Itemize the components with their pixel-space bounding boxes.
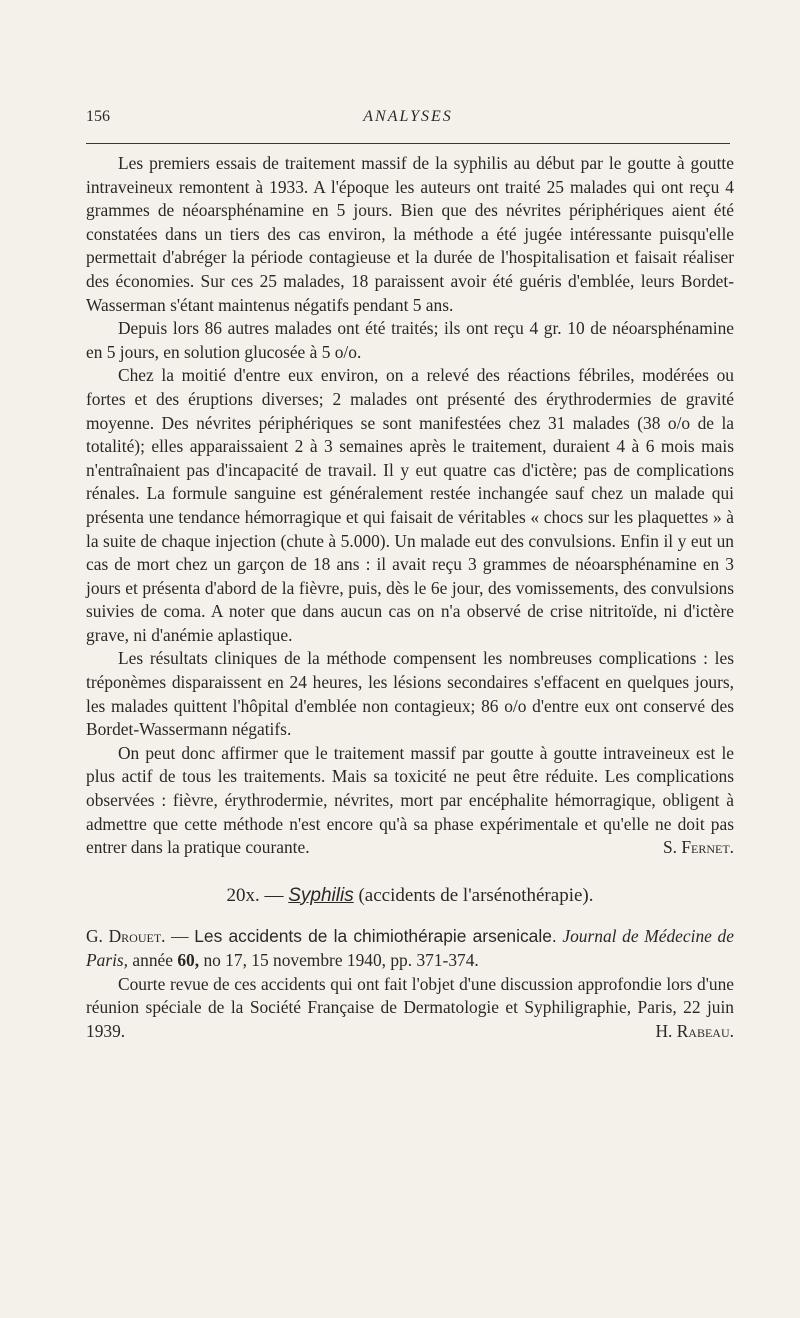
reference-volume: 60, (177, 950, 200, 970)
paragraph: Les premiers essais de traitement massif de la syphilis au début par le goutte à goutte intraveineux remontent à 1933. A l'époque les auteurs ont traité 25 malades qui ont reçu 4 grammes de néoarsphénamine en 5 jours. Bien que des névrites périphériques aient été constatées dans un tiers des cas environ, la méthode a été jugée intéressante puisqu'elle permettait d'abréger la période contagieuse et la durée de l'hospitalisation et faisait réaliser des économies. Sur ces 25 malades, 18 paraissent avoir été guéris d'emblée, leurs Bordet-Wasserman s'étant maintenus négatifs pendant 5 ans. (86, 153, 734, 315)
reference (86, 925, 734, 972)
reference-title: Les accidents de la chimiothérapie arsenicale. (194, 926, 557, 947)
running-title: ANALYSES (363, 108, 453, 125)
summary: Courte revue de ces accidents qui ont fait l'objet d'une discussion approfondie lors d'une réunion spéciale de la Société Française de Dermatologie et Syphiligraphie, Paris, 22 juin 1939. (86, 973, 734, 1041)
section-name: Syphilis (288, 884, 354, 906)
reference-details: no 17, 15 novembre 1940, pp. 371-374. (203, 950, 479, 970)
section-number: 20x. — (226, 884, 284, 906)
paragraph-with-signature (86, 742, 734, 860)
paragraph: Les résultats cliniques de la méthode compensent les nombreuses complications : les tréponèmes disparaissent en 24 heures, les lésions secondaires s'effacent en quelques jours, les malades quittent l'hôpital d'emblée non contagieux; 86 o/o d'entre eux ont conservé des Bordet-Wassermann négatifs. (86, 648, 734, 740)
section-title (86, 884, 734, 908)
article-body (86, 152, 734, 1043)
reference-year-label: année (132, 950, 173, 970)
signature: S. Fernet. (662, 837, 734, 858)
signature: H. Rabeau. (655, 1020, 734, 1041)
paragraph: Depuis lors 86 autres malades ont été traités; ils ont reçu 4 gr. 10 de néoarsphénamine en 5 jours, en solution glucosée à 5 o/o. (86, 318, 734, 362)
paragraph: On peut donc affirmer que le traitement massif par goutte à goutte intraveineux est le plus actif de tous les traitements. Mais sa toxicité ne peut être réduite. Les complications observées : fièvre, érythrodermie, névrites, mort par encéphalite hémorragique, obligent à admettre que cette méthode n'est encore qu'à sa phase expérimentale et qu'elle ne doit pas entrer dans la pratique courante. (86, 742, 734, 858)
reference-journal: Journal de Médecine de Paris, (86, 926, 734, 970)
reference-author: G. Drouet. — (86, 926, 189, 947)
page-header (86, 108, 730, 130)
section-subtitle: (accidents de l'arsénothérapie). (358, 884, 594, 906)
paragraph: Chez la moitié d'entre eux environ, on a relevé des réactions fébriles, modérées ou fortes et des éruptions diverses; 2 malades ont présenté des érythrodermies de gravité moyenne. Des névrites périphériques se sont manifestées chez 31 malades (38 o/o de la totalité); elles apparaissaient 2 à 3 semaines après le traitement, duraient 4 à 6 mois mais n'entraînaient pas d'incapacité de travail. Il y eut quatre cas d'ictère; pas de complications rénales. La formule sanguine est généralement restée inchangée sauf chez un malade qui présenta une tendance hémorragique et qui faisait de véritables « chocs sur les plaquettes » à la suite de chaque injection (chute à 5.000). Un malade eut des convulsions. Enfin il y eut un cas de mort chez un garçon de 18 ans : il avait reçu 3 grammes de néoarsphénamine en 3 jours et présenta d'abord de la fièvre, puis, dès le 6e jour, des vomissements, des convulsions suivies de coma. A noter que dans aucun cas on n'a observé de crise nitritoïde, ni d'ictère grave, ni d'anémie aplastique. (86, 365, 734, 645)
summary-with-signature (86, 973, 734, 1044)
page-number: 156 (86, 108, 110, 125)
header-rule (86, 143, 730, 144)
